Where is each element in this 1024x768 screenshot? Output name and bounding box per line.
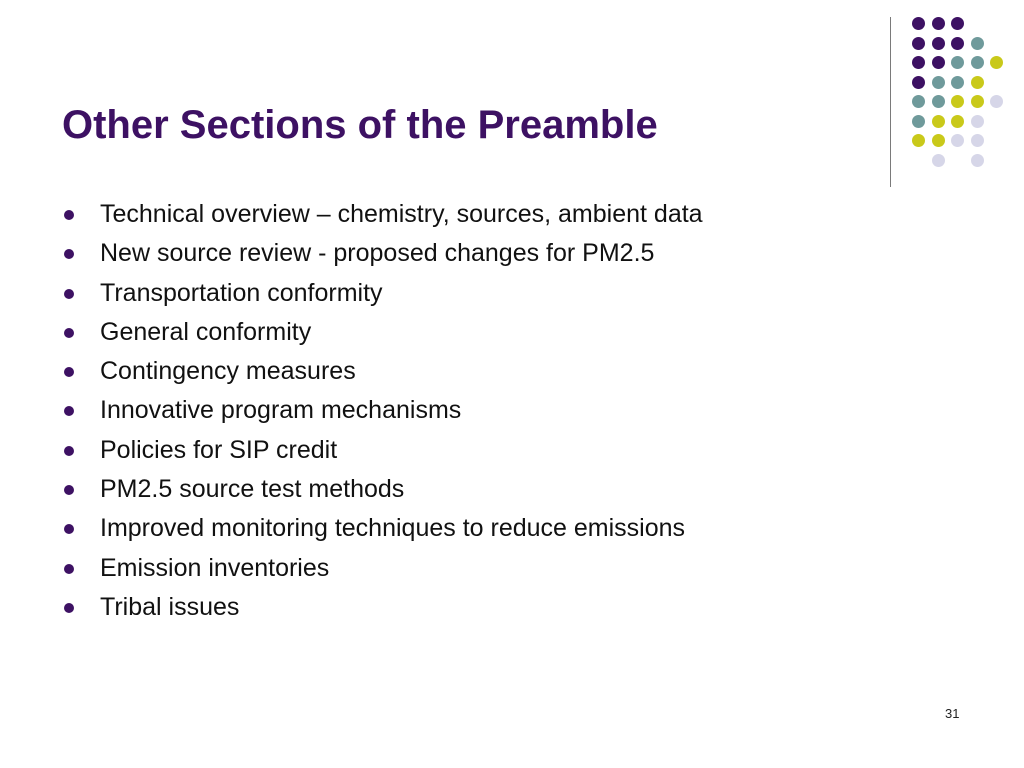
bullet-text: Transportation conformity — [100, 278, 383, 307]
bullet-icon — [64, 367, 74, 377]
bullet-icon — [64, 564, 74, 574]
bullet-item — [62, 274, 703, 313]
decorative-dot — [990, 56, 1003, 69]
decorative-dot — [912, 17, 925, 30]
bullet-item — [62, 549, 703, 588]
decorative-dot — [912, 95, 925, 108]
decorative-dot — [951, 17, 964, 30]
decorative-dot — [932, 134, 945, 147]
decorative-dot — [971, 134, 984, 147]
bullet-icon — [64, 210, 74, 220]
decorative-dot — [912, 56, 925, 69]
decorative-dot — [951, 134, 964, 147]
bullet-list — [62, 195, 703, 627]
decorative-dot — [932, 37, 945, 50]
decorative-dot — [912, 115, 925, 128]
bullet-text: PM2.5 source test methods — [100, 475, 405, 504]
decorative-dot — [971, 115, 984, 128]
bullet-icon — [64, 249, 74, 259]
decorative-dot-grid — [0, 0, 1024, 200]
bullet-item — [62, 470, 703, 509]
bullet-text: Tribal issues — [100, 592, 240, 621]
decorative-dot — [971, 37, 984, 50]
bullet-text: Contingency measures — [100, 357, 356, 386]
decorative-dot — [932, 17, 945, 30]
bullet-text: Technical overview – chemistry, sources, ambient data — [100, 200, 703, 228]
bullet-text: Innovative program mechanisms — [100, 396, 462, 425]
decorative-dot — [912, 76, 925, 89]
bullet-icon — [64, 524, 74, 534]
bullet-item — [62, 509, 703, 548]
page-number: 31 — [945, 706, 960, 721]
decorative-dot — [932, 56, 945, 69]
bullet-icon — [64, 446, 74, 456]
bullet-icon — [64, 406, 74, 416]
decorative-dot — [912, 134, 925, 147]
bullet-text: Improved monitoring techniques to reduce emissions — [100, 514, 686, 543]
decorative-dot — [951, 95, 964, 108]
bullet-text: General conformity — [100, 317, 312, 346]
decorative-dot — [932, 95, 945, 108]
slide-title: Other Sections of the Preamble — [62, 103, 658, 147]
decorative-dot — [932, 76, 945, 89]
decorative-dot — [951, 76, 964, 89]
vertical-divider — [890, 17, 891, 187]
decorative-dot — [951, 115, 964, 128]
decorative-dot — [971, 154, 984, 167]
bullet-item — [62, 588, 703, 627]
bullet-text: New source review - proposed changes for PM2.5 — [100, 239, 655, 268]
decorative-dot — [990, 95, 1003, 108]
decorative-dot — [971, 95, 984, 108]
decorative-dot — [912, 37, 925, 50]
bullet-text: Policies for SIP credit — [100, 435, 338, 464]
bullet-icon — [64, 289, 74, 299]
bullet-text: Emission inventories — [100, 553, 330, 582]
decorative-dot — [971, 76, 984, 89]
bullet-item — [62, 391, 703, 430]
bullet-icon — [64, 328, 74, 338]
decorative-dot — [932, 154, 945, 167]
bullet-item — [62, 352, 703, 391]
decorative-dot — [971, 56, 984, 69]
bullet-item — [62, 234, 703, 273]
bullet-item — [62, 195, 703, 234]
bullet-item — [62, 313, 703, 352]
bullet-icon — [64, 603, 74, 613]
decorative-dot — [951, 37, 964, 50]
bullet-item — [62, 431, 703, 470]
decorative-dot — [951, 56, 964, 69]
decorative-dot — [932, 115, 945, 128]
bullet-icon — [64, 485, 74, 495]
